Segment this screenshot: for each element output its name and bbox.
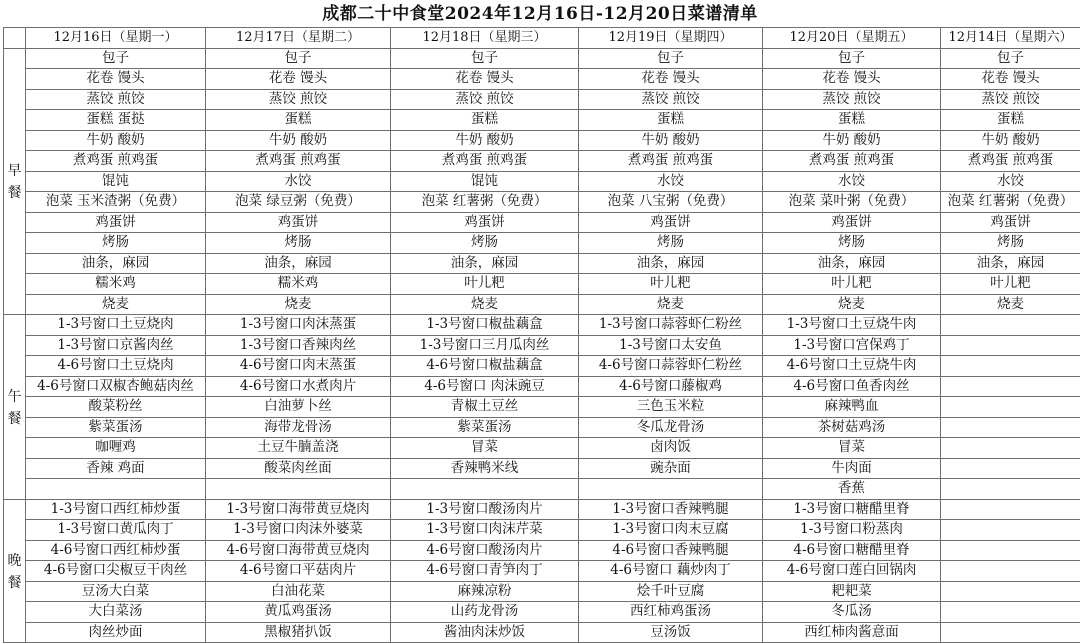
column-header-wed: 12月18日（星期三） (391, 28, 579, 49)
menu-cell (941, 561, 1080, 582)
menu-cell (206, 479, 391, 500)
lunch-row (4, 458, 1080, 479)
menu-cell (941, 499, 1080, 520)
menu-cell: 烤肠 (206, 233, 391, 254)
menu-cell: 花卷 馒头 (579, 69, 763, 90)
menu-cell: 三色玉米粒 (579, 397, 763, 418)
menu-cell: 花卷 馒头 (26, 69, 206, 90)
menu-cell: 1-3号窗口肉沫蒸蛋 (206, 315, 391, 336)
menu-cell: 鸡蛋饼 (26, 212, 206, 233)
menu-cell: 烧麦 (206, 294, 391, 315)
menu-cell: 蒸饺 煎饺 (26, 89, 206, 110)
menu-cell: 烧麦 (941, 294, 1080, 315)
menu-cell: 山药龙骨汤 (391, 602, 579, 623)
lunch-label (4, 315, 26, 500)
breakfast-row (4, 110, 1080, 131)
menu-cell: 蛋糕 (941, 110, 1080, 131)
menu-cell: 鸡蛋饼 (941, 212, 1080, 233)
menu-cell: 鸡蛋饼 (763, 212, 941, 233)
menu-cell: 1-3号窗口肉沫芹菜 (391, 520, 579, 541)
menu-cell: 包子 (579, 48, 763, 69)
menu-cell: 煮鸡蛋 煎鸡蛋 (391, 151, 579, 172)
menu-cell: 4-6号窗口平菇肉片 (206, 561, 391, 582)
menu-cell: 煮鸡蛋 煎鸡蛋 (941, 151, 1080, 172)
menu-cell: 4-6号窗口西红柿炒蛋 (26, 540, 206, 561)
menu-cell: 1-3号窗口海带黄豆烧肉 (206, 499, 391, 520)
menu-cell: 蛋糕 (763, 110, 941, 131)
menu-cell (941, 397, 1080, 418)
breakfast-label-char: 餐 (7, 185, 22, 202)
menu-cell: 4-6号窗口蒜蓉虾仁粉丝 (579, 356, 763, 377)
menu-cell (579, 479, 763, 500)
menu-cell (941, 356, 1080, 377)
menu-cell: 4-6号窗口 藕炒肉丁 (579, 561, 763, 582)
menu-cell: 豆汤饭 (579, 622, 763, 643)
menu-cell: 牛奶 酸奶 (763, 130, 941, 151)
menu-cell: 白油萝卜丝 (206, 397, 391, 418)
menu-cell (941, 602, 1080, 623)
menu-cell: 4-6号窗口鱼香肉丝 (763, 376, 941, 397)
dinner-row (4, 581, 1080, 602)
menu-cell: 黑椒猪扒饭 (206, 622, 391, 643)
menu-cell: 4-6号窗口香辣鸭腿 (579, 540, 763, 561)
menu-cell (941, 622, 1080, 643)
menu-cell: 煮鸡蛋 煎鸡蛋 (763, 151, 941, 172)
menu-cell: 4-6号窗口水煮肉片 (206, 376, 391, 397)
menu-cell: 牛奶 酸奶 (391, 130, 579, 151)
breakfast-row (4, 294, 1080, 315)
breakfast-label (4, 48, 26, 315)
breakfast-row (4, 130, 1080, 151)
menu-cell (391, 479, 579, 500)
menu-cell (941, 540, 1080, 561)
menu-cell (941, 335, 1080, 356)
menu-cell: 馄饨 (26, 171, 206, 192)
menu-cell: 蒸饺 煎饺 (941, 89, 1080, 110)
menu-cell: 蒸饺 煎饺 (579, 89, 763, 110)
menu-cell: 油条，麻园 (941, 253, 1080, 274)
menu-cell: 泡菜 八宝粥（免费） (579, 192, 763, 213)
dinner-label (4, 499, 26, 643)
menu-cell: 蛋糕 蛋挞 (26, 110, 206, 131)
lunch-row (4, 356, 1080, 377)
menu-cell: 烧麦 (579, 294, 763, 315)
column-header-fri: 12月20日（星期五） (763, 28, 941, 49)
header-row (4, 28, 1080, 49)
menu-cell (941, 438, 1080, 459)
menu-cell: 1-3号窗口西红柿炒蛋 (26, 499, 206, 520)
dinner-row (4, 499, 1080, 520)
menu-cell: 4-6号窗口双椒杏鲍菇肉丝 (26, 376, 206, 397)
menu-cell: 烧麦 (26, 294, 206, 315)
menu-cell: 馄饨 (391, 171, 579, 192)
menu-cell: 1-3号窗口酸汤肉片 (391, 499, 579, 520)
breakfast-row (4, 212, 1080, 233)
lunch-row (4, 438, 1080, 459)
menu-cell: 4-6号窗口酸汤肉片 (391, 540, 579, 561)
menu-cell: 黄瓜鸡蛋汤 (206, 602, 391, 623)
menu-cell: 煮鸡蛋 煎鸡蛋 (26, 151, 206, 172)
menu-cell: 叶儿粑 (391, 274, 579, 295)
dinner-row (4, 622, 1080, 643)
menu-cell: 麻辣凉粉 (391, 581, 579, 602)
menu-cell: 冬瓜汤 (763, 602, 941, 623)
menu-cell: 紫菜蛋汤 (391, 417, 579, 438)
menu-cell: 烤肠 (763, 233, 941, 254)
column-header-mon: 12月16日（星期一） (26, 28, 206, 49)
menu-cell: 鸡蛋饼 (579, 212, 763, 233)
menu-cell: 耙耙菜 (763, 581, 941, 602)
menu-cell: 豌杂面 (579, 458, 763, 479)
breakfast-row (4, 274, 1080, 295)
menu-cell: 包子 (763, 48, 941, 69)
menu-table (3, 27, 1080, 643)
menu-cell: 油条，麻园 (391, 253, 579, 274)
column-header-sat: 12月14日（星期六） (941, 28, 1080, 49)
menu-cell (941, 458, 1080, 479)
lunch-row (4, 417, 1080, 438)
lunch-row (4, 397, 1080, 418)
menu-cell: 牛奶 酸奶 (26, 130, 206, 151)
menu-cell: 香辣 鸡面 (26, 458, 206, 479)
menu-cell: 4-6号窗口莲白回锅肉 (763, 561, 941, 582)
menu-cell: 油条，麻园 (206, 253, 391, 274)
menu-cell: 4-6号窗口藤椒鸡 (579, 376, 763, 397)
menu-cell: 1-3号窗口土豆烧牛肉 (763, 315, 941, 336)
menu-cell: 蛋糕 (579, 110, 763, 131)
menu-body (4, 48, 1080, 643)
menu-cell: 香辣鸭米线 (391, 458, 579, 479)
menu-cell: 1-3号窗口蒜蓉虾仁粉丝 (579, 315, 763, 336)
menu-cell: 蒸饺 煎饺 (206, 89, 391, 110)
menu-cell: 油条，麻园 (763, 253, 941, 274)
menu-cell: 泡菜 红薯粥（免费） (941, 192, 1080, 213)
menu-cell: 1-3号窗口土豆烧肉 (26, 315, 206, 336)
menu-cell: 酸菜肉丝面 (206, 458, 391, 479)
menu-cell: 水饺 (206, 171, 391, 192)
breakfast-row (4, 192, 1080, 213)
menu-cell (941, 417, 1080, 438)
menu-cell: 1-3号窗口肉末豆腐 (579, 520, 763, 541)
menu-cell: 鸡蛋饼 (206, 212, 391, 233)
menu-cell: 4-6号窗口海带黄豆烧肉 (206, 540, 391, 561)
menu-cell: 茶树菇鸡汤 (763, 417, 941, 438)
menu-cell: 蛋糕 (391, 110, 579, 131)
menu-cell: 蒸饺 煎饺 (763, 89, 941, 110)
menu-cell: 西红柿鸡蛋汤 (579, 602, 763, 623)
dinner-label-char: 晚 (7, 552, 22, 569)
breakfast-row (4, 171, 1080, 192)
menu-cell: 紫菜蛋汤 (26, 417, 206, 438)
lunch-row (4, 335, 1080, 356)
menu-cell: 4-6号窗口肉末蒸蛋 (206, 356, 391, 377)
dinner-row (4, 561, 1080, 582)
menu-cell: 包子 (941, 48, 1080, 69)
menu-cell: 泡菜 红薯粥（免费） (391, 192, 579, 213)
lunch-row (4, 376, 1080, 397)
menu-cell: 1-3号窗口椒盐藕盒 (391, 315, 579, 336)
menu-cell: 4-6号窗口土豆烧牛肉 (763, 356, 941, 377)
menu-cell: 烩千叶豆腐 (579, 581, 763, 602)
menu-cell: 咖喱鸡 (26, 438, 206, 459)
menu-cell (941, 581, 1080, 602)
menu-cell: 4-6号窗口 肉沫豌豆 (391, 376, 579, 397)
breakfast-row (4, 233, 1080, 254)
menu-cell: 花卷 馒头 (391, 69, 579, 90)
menu-cell: 豆汤大白菜 (26, 581, 206, 602)
menu-cell: 包子 (26, 48, 206, 69)
menu-cell: 冬瓜龙骨汤 (579, 417, 763, 438)
lunch-row (4, 479, 1080, 500)
menu-cell: 大白菜汤 (26, 602, 206, 623)
corner-cell (4, 28, 26, 49)
menu-cell: 油条，麻园 (579, 253, 763, 274)
menu-cell: 叶儿粑 (941, 274, 1080, 295)
menu-cell: 1-3号窗口香辣肉丝 (206, 335, 391, 356)
breakfast-row (4, 69, 1080, 90)
menu-cell: 烤肠 (579, 233, 763, 254)
menu-cell: 叶儿粑 (579, 274, 763, 295)
menu-cell: 烤肠 (26, 233, 206, 254)
menu-cell: 4-6号窗口青笋肉丁 (391, 561, 579, 582)
menu-cell: 1-3号窗口粉蒸肉 (763, 520, 941, 541)
menu-cell: 煮鸡蛋 煎鸡蛋 (579, 151, 763, 172)
dinner-label-char: 餐 (7, 574, 22, 591)
menu-cell: 1-3号窗口三月瓜肉丝 (391, 335, 579, 356)
menu-cell: 青椒土豆丝 (391, 397, 579, 418)
menu-cell: 油条，麻园 (26, 253, 206, 274)
menu-cell: 香蕉 (763, 479, 941, 500)
menu-cell: 花卷 馒头 (763, 69, 941, 90)
breakfast-row (4, 253, 1080, 274)
menu-cell: 4-6号窗口糖醋里脊 (763, 540, 941, 561)
menu-cell (26, 479, 206, 500)
menu-cell: 牛奶 酸奶 (206, 130, 391, 151)
menu-cell: 1-3号窗口京酱肉丝 (26, 335, 206, 356)
dinner-row (4, 602, 1080, 623)
lunch-label-char: 午 (7, 388, 22, 405)
menu-cell: 麻辣鸭血 (763, 397, 941, 418)
menu-cell: 烧麦 (391, 294, 579, 315)
breakfast-label-char: 早 (7, 163, 22, 180)
menu-cell: 海带龙骨汤 (206, 417, 391, 438)
menu-cell: 1-3号窗口糖醋里脊 (763, 499, 941, 520)
menu-cell: 花卷 馒头 (941, 69, 1080, 90)
menu-cell: 水饺 (763, 171, 941, 192)
lunch-row (4, 315, 1080, 336)
menu-cell: 1-3号窗口太安鱼 (579, 335, 763, 356)
breakfast-row (4, 89, 1080, 110)
menu-cell: 1-3号窗口肉沫外婆菜 (206, 520, 391, 541)
menu-cell: 水饺 (579, 171, 763, 192)
menu-cell: 冒菜 (763, 438, 941, 459)
menu-cell: 泡菜 菜叶粥（免费） (763, 192, 941, 213)
menu-cell: 烤肠 (941, 233, 1080, 254)
menu-cell (941, 479, 1080, 500)
column-header-thu: 12月19日（星期四） (579, 28, 763, 49)
page-title: 成都二十中食堂2024年12月16日-12月20日菜谱清单 (322, 4, 758, 24)
menu-cell: 蒸饺 煎饺 (391, 89, 579, 110)
menu-cell: 牛奶 酸奶 (579, 130, 763, 151)
column-header-tue: 12月17日（星期二） (206, 28, 391, 49)
menu-cell: 糯米鸡 (26, 274, 206, 295)
menu-cell: 冒菜 (391, 438, 579, 459)
menu-cell: 包子 (206, 48, 391, 69)
menu-cell (941, 315, 1080, 336)
menu-cell: 糯米鸡 (206, 274, 391, 295)
menu-cell: 牛奶 酸奶 (941, 130, 1080, 151)
dinner-row (4, 520, 1080, 541)
menu-cell: 烤肠 (391, 233, 579, 254)
menu-cell: 蛋糕 (206, 110, 391, 131)
menu-cell: 白油花菜 (206, 581, 391, 602)
menu-cell (941, 376, 1080, 397)
menu-cell: 花卷 馒头 (206, 69, 391, 90)
menu-cell: 卤肉饭 (579, 438, 763, 459)
menu-cell: 酱油肉沫炒饭 (391, 622, 579, 643)
menu-cell: 4-6号窗口尖椒豆干肉丝 (26, 561, 206, 582)
menu-cell: 泡菜 绿豆粥（免费） (206, 192, 391, 213)
menu-cell: 1-3号窗口黄瓜肉丁 (26, 520, 206, 541)
menu-cell (941, 520, 1080, 541)
menu-cell: 煮鸡蛋 煎鸡蛋 (206, 151, 391, 172)
menu-cell: 水饺 (941, 171, 1080, 192)
dinner-row (4, 540, 1080, 561)
menu-cell: 4-6号窗口土豆烧肉 (26, 356, 206, 377)
menu-cell: 鸡蛋饼 (391, 212, 579, 233)
menu-cell: 1-3号窗口香辣鸭腿 (579, 499, 763, 520)
menu-cell: 叶儿粑 (763, 274, 941, 295)
breakfast-row (4, 151, 1080, 172)
breakfast-row (4, 48, 1080, 69)
menu-cell: 1-3号窗口宫保鸡丁 (763, 335, 941, 356)
menu-cell: 牛肉面 (763, 458, 941, 479)
menu-cell: 包子 (391, 48, 579, 69)
menu-cell: 肉丝炒面 (26, 622, 206, 643)
menu-cell: 烧麦 (763, 294, 941, 315)
lunch-label-char: 餐 (7, 410, 22, 427)
menu-cell: 酸菜粉丝 (26, 397, 206, 418)
menu-cell: 土豆牛腩盖浇 (206, 438, 391, 459)
menu-cell: 4-6号窗口椒盐藕盒 (391, 356, 579, 377)
menu-cell: 泡菜 玉米渣粥（免费） (26, 192, 206, 213)
menu-cell: 西红柿肉酱意面 (763, 622, 941, 643)
